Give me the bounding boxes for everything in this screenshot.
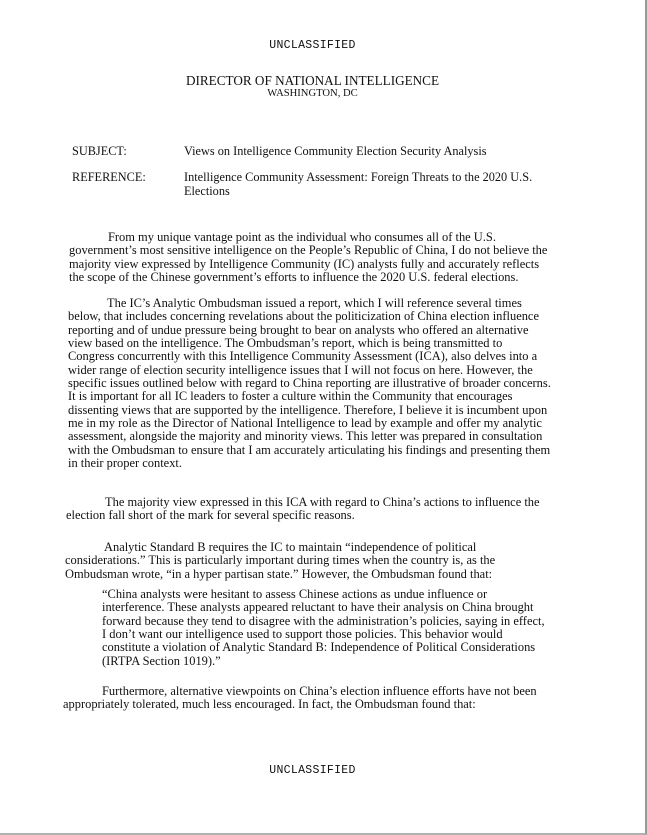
text-line: in their proper context. [68, 456, 182, 471]
text-line: below, that includes concerning revelations about the politicization of China election influence [68, 309, 539, 324]
ombudsman-quote [102, 588, 545, 668]
text-line: view based on the intelligence. The Ombudsman’s report, which is being transmitted to [68, 336, 503, 351]
classification-marking-top: UNCLASSIFIED [269, 39, 356, 52]
text-line: election fall short of the mark for several specific reasons. [66, 508, 355, 523]
text-line: government’s most sensitive intelligence on the People’s Republic of China, I do not believe the [69, 243, 548, 258]
organization-title: DIRECTOR OF NATIONAL INTELLIGENCE [185, 73, 440, 88]
text-line: From my unique vantage point as the individual who consumes all of the U.S. [108, 230, 496, 244]
text-line: Analytic Standard B requires the IC to maintain “independence of political [104, 540, 477, 554]
quote-line: I don’t want our intelligence used to support those policies. This behavior would [102, 627, 503, 642]
paragraph-alternative-viewpoints [63, 685, 537, 712]
text-line: wider range of election security intelligence issues that I will not focus on here. However, the [68, 362, 533, 377]
quote-line: “China analysts were hesitant to assess Chinese actions as undue influence or [102, 587, 488, 601]
text-line: reporting and of undue pressure being brought to bear on analysts who offered an alternative [68, 322, 529, 337]
text-line: the scope of the Chinese government’s efforts to influence the 2020 U.S. federal elections. [69, 270, 519, 285]
quote-line: (IRTPA Section 1019).” [102, 653, 221, 668]
text-line: Congress concurrently with this Intelligence Community Assessment (ICA), also delves into a [68, 349, 538, 364]
text-line: assessment, alongside the majority and minority views. This letter was prepared in consultation [68, 429, 543, 444]
text-line: appropriately tolerated, much less encouraged. In fact, the Ombudsman found that: [63, 697, 476, 712]
organization-location: WASHINGTON, DC [267, 88, 358, 99]
quote-line: interference. These analysts appeared reluctant to have their analysis on China brought [102, 600, 534, 615]
text-line: me in my role as the Director of National Intelligence to lead by example and offer my analytic [68, 416, 542, 431]
reference-label: REFERENCE: [72, 170, 146, 184]
text-line: dissenting views that are supported by the intelligence. Therefore, I believe it is incumbent upon [68, 402, 548, 417]
paragraph-vantage-point [69, 231, 547, 284]
subject-value: Views on Intelligence Community Election Security Analysis [184, 144, 487, 158]
text-line: with the Ombudsman to ensure that I am accurately articulating his findings and presenting them [68, 442, 551, 457]
text-line: Furthermore, alternative viewpoints on China’s election influence efforts have not been [102, 684, 537, 698]
subject-label: SUBJECT: [72, 144, 127, 158]
text-line: Ombudsman wrote, “in a hyper partisan state.” However, the Ombudsman found that: [65, 566, 493, 581]
paragraph-analytic-standard-b [65, 541, 495, 581]
paragraph-ombudsman-report [68, 297, 551, 470]
reference-line: Intelligence Community Assessment: Foreign Threats to the 2020 U.S. [184, 170, 533, 184]
text-line: majority view expressed by Intelligence Community (IC) analysts fully and accurately reflects [69, 256, 540, 271]
text-line: specific issues outlined below with regard to China reporting are illustrative of broader concerns. [68, 376, 551, 391]
text-line: The IC’s Analytic Ombudsman issued a report, which I will reference several times [107, 296, 522, 310]
text-line: considerations.” This is particularly important during times when the country is, as the [65, 553, 496, 568]
reference-value [184, 170, 564, 198]
text-line: The majority view expressed in this ICA with regard to China’s actions to influence the [105, 495, 540, 509]
text-line: It is important for all IC leaders to foster a culture within the Community that encourages [68, 389, 513, 404]
quote-line: constitute a violation of Analytic Standard B: Independence of Political Considerations [102, 640, 536, 655]
quote-line: forward because they tend to disagree with the administration’s policies, saying in effect, [102, 613, 545, 628]
reference-line: Elections [184, 184, 230, 198]
classification-marking-bottom: UNCLASSIFIED [269, 764, 356, 777]
paragraph-majority-view [66, 496, 540, 523]
